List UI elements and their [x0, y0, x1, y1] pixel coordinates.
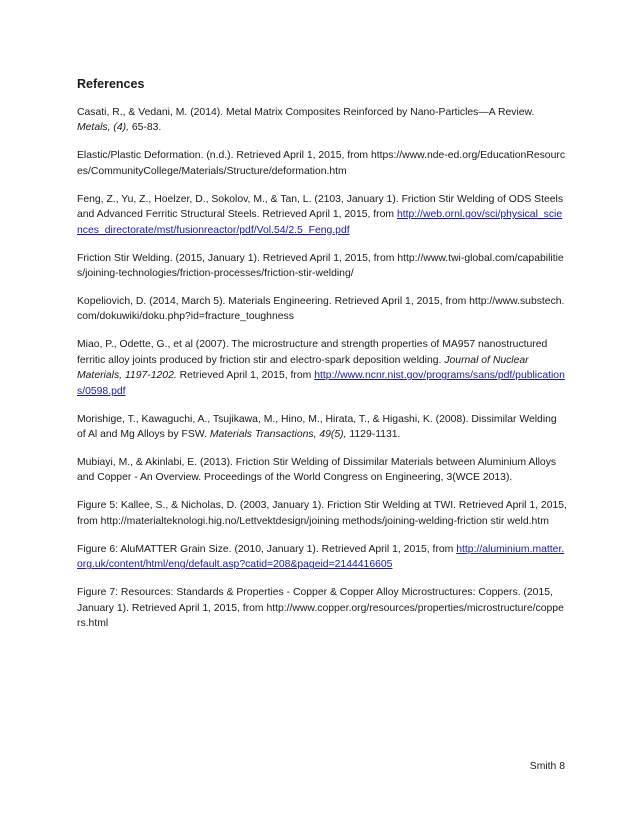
reference-text: Elastic/Plastic Deformation. (n.d.). Retrieved April 1, 2015, from: [77, 150, 371, 162]
reference-text: 65-83.: [128, 122, 162, 134]
reference-text: http://www.twi-global.com/capabilities/joining-technologies/friction-processes/friction-stir-welding/: [77, 252, 564, 280]
page-footer: Smith 8: [529, 761, 565, 772]
reference-text: Casati, R., & Vedani, M. (2014). Metal Matrix Composites Reinforced by Nano-Particles—A Review.: [77, 107, 535, 118]
reference-text: Feng, Z., Yu, Z., Hoelzer, D., Sokolov, M., & Tan, L. (2103, January 1). Friction Stir Welding of ODS Steels and Advanced Ferritic Structural Steels. Retrieved April 1, 2015, from: [77, 193, 564, 221]
reference-entry: [77, 294, 567, 325]
references-heading: References: [77, 77, 145, 91]
reference-text: Mubiayi, M., & Akinlabi, E. (2013). Friction Stir Welding of Dissimilar Materials between Aluminium Alloys and Copper - An Overview. Proceedings of the World Congress on Engineering, 3(WCE 2013).: [77, 457, 557, 484]
reference-text: Figure 7: Resources: Standards & Properties - Copper & Copper Alloy Microstructures: Coppers. (2015, January 1). Retrieved April 1, 2015, from: [77, 587, 553, 614]
reference-link[interactable]: http://aluminium.matter.org.uk/content/html/eng/default.asp?catid=208&pageid=2144416605: [77, 543, 565, 571]
reference-text: Figure 5: Kallee, S., & Nicholas, D. (2003, January 1). Friction Stir Welding at TWI. Retrieved April 1, 2015, from http://materialteknologi.hig.no/Lettvektdesign/joining methods/joining-welding-friction stir weld.htm: [77, 500, 567, 527]
reference-entry: [77, 498, 567, 529]
reference-text: http://www.copper.org/resources/properties/microstructure/coppers.html: [77, 602, 564, 630]
reference-entry: [77, 251, 567, 282]
reference-entry: [77, 105, 567, 136]
reference-text: Morishige, T., Kawaguchi, A., Tsujikawa, M., Hino, M., Hirata, T., & Higashi, K. (2008). Dissimilar Welding of Al and Mg Alloys by FSW.: [77, 413, 557, 441]
reference-text: Miao, P., Odette, G., et al (2007). The microstructure and strength properties of MA957 nanostructured ferritic alloy joints produced by friction stir and electro-spark deposition welding.: [77, 339, 548, 366]
reference-source-italic: Metals, (4),: [77, 122, 129, 134]
reference-text: https://www.nde-ed.org/EducationResources/CommunityCollege/Materials/Structure/deformation.htm: [77, 150, 566, 177]
reference-entry: [77, 542, 567, 573]
reference-entry: [77, 192, 567, 238]
reference-text: http://www.substech.com/dokuwiki/doku.php?id=fracture_toughness: [77, 296, 565, 323]
reference-link[interactable]: http://web.ornl.gov/sci/physical_sciences_directorate/mst/fusionreactor/pdf/Vol.54/2.5_Feng.pdf: [77, 209, 563, 236]
reference-source-italic: Journal of Nuclear Materials, 1197-1202.: [77, 354, 529, 382]
reference-entry: [77, 455, 567, 486]
reference-text: Retrieved April 1, 2015, from: [176, 370, 315, 382]
reference-entry: [77, 148, 567, 179]
reference-text: Friction Stir Welding. (2015, January 1). Retrieved April 1, 2015, from: [77, 252, 398, 264]
references-section: [77, 77, 567, 644]
reference-entry: [77, 337, 567, 399]
reference-link[interactable]: http://www.ncnr.nist.gov/programs/sans/pdf/publications/0598.pdf: [77, 370, 565, 397]
reference-text: 1129-1131.: [346, 429, 401, 441]
reference-text: Kopeliovich, D. (2014, March 5). Materials Engineering. Retrieved April 1, 2015, from: [77, 296, 470, 308]
reference-source-italic: Materials Transactions, 49(5),: [209, 429, 347, 441]
reference-entry: [77, 585, 567, 631]
reference-entry: [77, 412, 567, 443]
reference-text: Figure 6: AluMATTER Grain Size. (2010, January 1). Retrieved April 1, 2015, from: [77, 543, 457, 555]
reference-list: [77, 105, 567, 632]
